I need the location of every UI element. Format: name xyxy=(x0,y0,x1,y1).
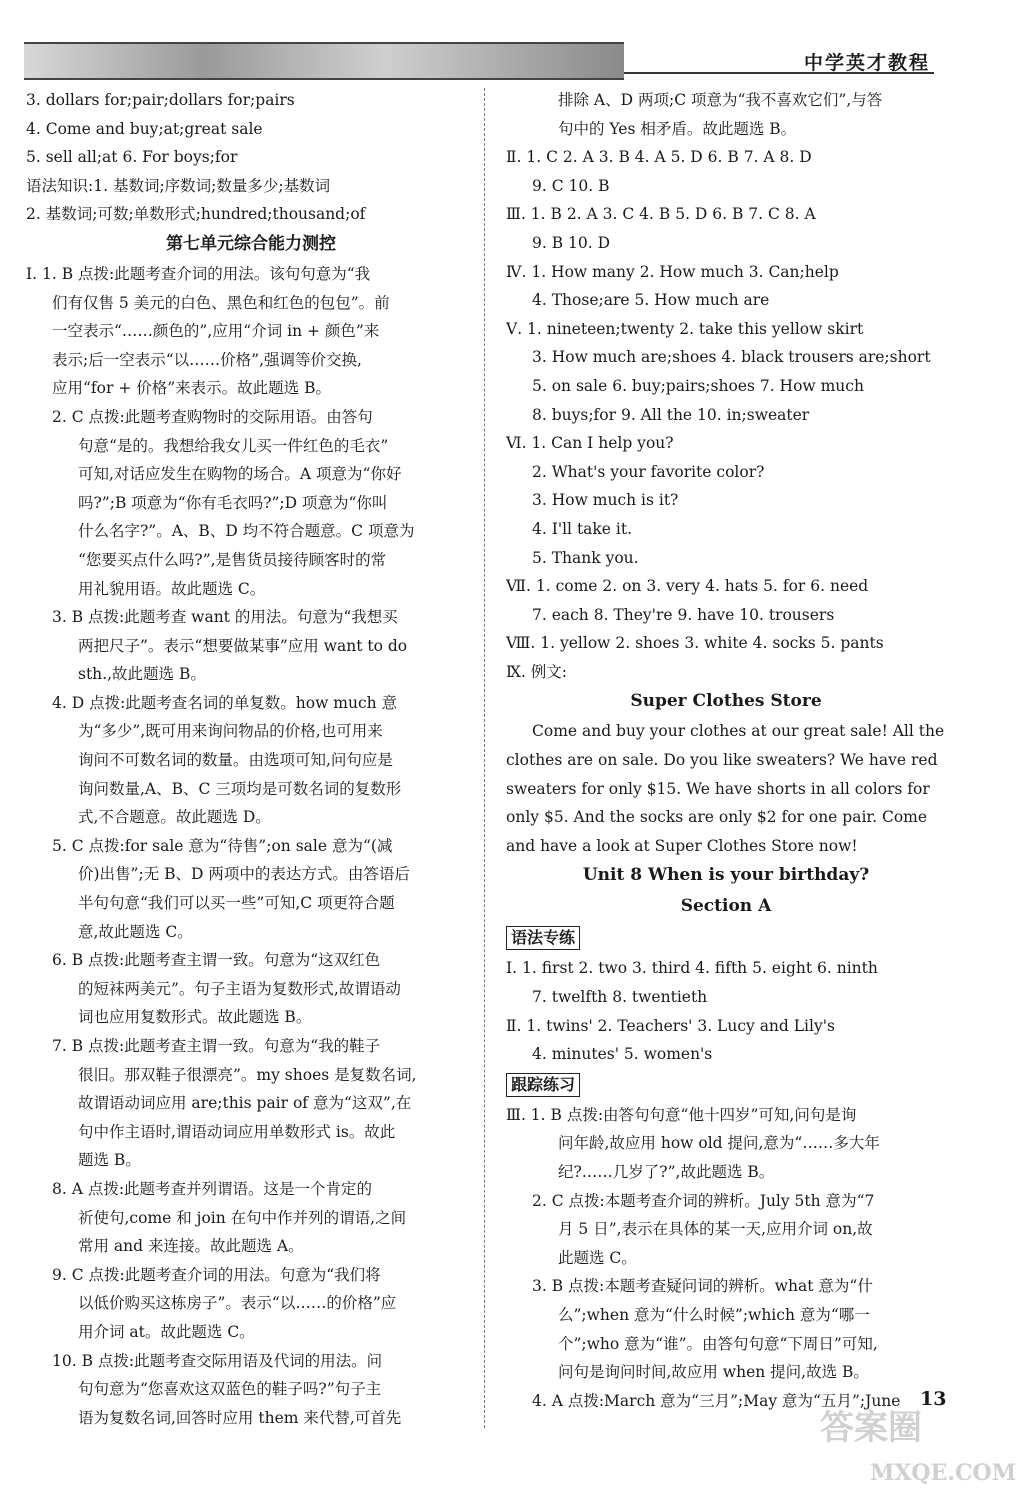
left-column xyxy=(26,86,476,1432)
text-line: 半句句意“我们可以买一些”可知,C 项更符合题 xyxy=(78,894,395,913)
text-line: 以低价购买这栋房子”。表示“以……的价格”应 xyxy=(78,1294,397,1313)
text-line: 3. B 点拨:本题考查疑问词的辨析。what 意为“什 xyxy=(532,1277,873,1296)
text-line: 语法知识:1. 基数词;序数词;数量多少;基数词 xyxy=(26,176,331,195)
text-line: 6. B 点拨:此题考查主谓一致。句意为“这双红色 xyxy=(52,951,381,970)
text-line: 句中作主语时,谓语动词应用单数形式 is。故此 xyxy=(78,1122,396,1141)
text-line: 3. dollars for;pair;dollars for;pairs xyxy=(26,91,295,109)
text-line: 表示;后一空表示“以……价格”,强调等价交换, xyxy=(52,350,362,369)
text-line: 4. I'll take it. xyxy=(532,519,633,538)
text-line: 一空表示“……颜色的”,应用“介词 in + 颜色”来 xyxy=(52,322,380,341)
text-line: Ⅶ. 1. come 2. on 3. very 4. hats 5. for 6. need xyxy=(506,577,869,596)
text-line: clothes are on sale. Do you like sweaters? We have red xyxy=(506,751,938,770)
text-line: Ⅷ. 1. yellow 2. shoes 3. white 4. socks 5. pants xyxy=(506,634,884,653)
text-line: 句句意为“您喜欢这双蓝色的鞋子吗?”句子主 xyxy=(78,1380,382,1399)
text-line: Ⅴ. 1. nineteen;twenty 2. take this yellow skirt xyxy=(506,319,864,338)
text-line: 排除 A、D 两项;C 项意为“我不喜欢它们”,与答 xyxy=(558,91,883,109)
text-line: 常用 and 来连接。故此题选 A。 xyxy=(78,1237,304,1256)
text-line: 9. C 点拨:此题考查介词的用法。句意为“我们将 xyxy=(52,1265,381,1284)
text-line: 4. A 点拨:March 意为“三月”;May 意为“五月”;June xyxy=(532,1391,901,1410)
text-line: 个”;who 意为“谁”。由答句句意“下周日”可知, xyxy=(558,1334,878,1353)
text-line: 们有仅售 5 美元的白色、黑色和红色的包包”。前 xyxy=(52,293,390,312)
text-line: 2. What's your favorite color? xyxy=(532,462,765,481)
section-heading: Super Clothes Store xyxy=(630,691,822,712)
section-label: 语法专练 xyxy=(506,926,580,950)
text-line: Ⅰ. 1. B 点拨:此题考查介词的用法。该句句意为“我 xyxy=(26,264,371,283)
text-line: Ⅵ. 1. Can I help you? xyxy=(506,434,674,453)
text-line: 吗?”;B 项意为“你有毛衣吗?”;D 项意为“你叫 xyxy=(78,493,388,512)
section-label: 跟踪练习 xyxy=(506,1073,580,1097)
header-brand: 中学英才教程 xyxy=(803,52,930,74)
text-line: Ⅱ. 1. C 2. A 3. B 4. A 5. D 6. B 7. A 8. D xyxy=(506,148,812,167)
text-line: 可知,对话应发生在购物的场合。A 项意为“你好 xyxy=(78,465,402,484)
text-line: 10. B 点拨:此题考查交际用语及代词的用法。问 xyxy=(52,1351,383,1370)
text-line: 用介词 at。故此题选 C。 xyxy=(78,1322,255,1341)
section-label-row xyxy=(506,922,946,954)
watermark-url: MXQE.COM xyxy=(870,1460,1016,1486)
text-line: 5. C 点拨:for sale 意为“待售”;on sale 意为“(减 xyxy=(52,836,393,855)
text-line: Come and buy your clothes at our great sale! All the xyxy=(532,722,945,741)
text-line: 2. C 点拨:此题考查购物时的交际用语。由答句 xyxy=(52,407,373,426)
text-line: sth.,故此题选 B。 xyxy=(78,665,206,684)
text-line: 2. 基数词;可数;单数形式;hundred;thousand;of xyxy=(26,205,366,224)
text-line: 的短袜两美元”。句子主语为复数形式,故谓语动 xyxy=(78,979,401,998)
text-line: sweaters for only $15. We have shorts in all colors for xyxy=(506,779,930,798)
text-line: 5. sell all;at 6. For boys;for xyxy=(26,148,238,167)
text-line: 9. C 10. B xyxy=(532,176,610,195)
text-line: Ⅲ. 1. B 点拨:由答句句意“他十四岁”可知,问句是询 xyxy=(506,1105,857,1124)
text-line: Ⅲ. 1. B 2. A 3. C 4. B 5. D 6. B 7. C 8. A xyxy=(506,205,816,224)
column-divider xyxy=(484,88,485,1428)
watermark-logo: 答案圈 xyxy=(820,1408,922,1448)
text-line: 为“多少”,既可用来询问物品的价格,也可用来 xyxy=(78,722,383,741)
text-line: 问句是询问时间,故应用 when 提问,故选 B。 xyxy=(558,1363,869,1382)
text-line: “您要买点什么吗?”,是售货员接待顾客时的常 xyxy=(78,550,387,569)
text-line: 2. C 点拨:本题考查介词的辨析。July 5th 意为“7 xyxy=(532,1191,875,1210)
text-line: 3. B 点拨:此题考查 want 的用法。句意为“我想买 xyxy=(52,608,398,627)
text-line: 句意“是的。我想给我女儿买一件红色的毛衣” xyxy=(78,436,389,455)
text-line: 价)出售”;无 B、D 两项中的表达方式。由答语后 xyxy=(78,865,410,884)
text-line: 询问不可数名词的数量。由选项可知,问句应是 xyxy=(78,751,393,770)
text-line: 月 5 日”,表示在具体的某一天,应用介词 on,故 xyxy=(558,1220,873,1239)
header-banner-image xyxy=(24,42,624,80)
section-label-row xyxy=(506,1069,946,1101)
text-line: Ⅰ. 1. first 2. two 3. third 4. fifth 5. eight 6. ninth xyxy=(506,959,878,978)
text-line: Ⅳ. 1. How many 2. How much 3. Can;help xyxy=(506,262,839,281)
text-line: 祈使句,come 和 join 在句中作并列的谓语,之间 xyxy=(78,1208,407,1227)
text-line: 询问数量,A、B、C 三项均是可数名词的复数形 xyxy=(78,779,402,798)
text-line: 式,不合题意。故此题选 D。 xyxy=(78,808,271,827)
right-column xyxy=(506,86,946,1415)
text-line: 应用“for + 价格”来表示。故此题选 B。 xyxy=(52,379,331,398)
section-heading: Unit 8 When is your birthday? xyxy=(582,865,870,886)
text-line: only $5. And the socks are only $2 for one pair. Come xyxy=(506,808,928,827)
text-line: 9. B 10. D xyxy=(532,233,611,252)
text-line: 句中的 Yes 相矛盾。故此题选 B。 xyxy=(558,119,797,138)
text-line: 什么名字?”。A、B、D 均不符合题意。C 项意为 xyxy=(78,522,415,541)
text-line: 5. on sale 6. buy;pairs;shoes 7. How much xyxy=(532,376,864,395)
text-line: 问年龄,故应用 how old 提问,意为“……多大年 xyxy=(558,1134,880,1153)
text-line: 题选 B。 xyxy=(78,1151,141,1170)
text-line: 3. How much are;shoes 4. black trousers are;short xyxy=(532,348,931,367)
text-line: 故谓语动词应用 are;this pair of 意为“这双”,在 xyxy=(78,1094,412,1113)
text-line: 很旧。那双鞋子很漂亮”。my shoes 是复数名词, xyxy=(78,1065,417,1084)
text-line: 语为复数名词,回答时应用 them 来代替,可首先 xyxy=(78,1408,402,1427)
section-heading: Section A xyxy=(680,896,772,917)
text-line: 7. B 点拨:此题考查主谓一致。句意为“我的鞋子 xyxy=(52,1037,381,1055)
text-line: and have a look at Super Clothes Store now! xyxy=(506,836,858,855)
text-line: 4. D 点拨:此题考查名词的单复数。how much 意 xyxy=(52,693,398,712)
text-line: 8. buys;for 9. All the 10. in;sweater xyxy=(532,405,810,424)
text-line: Ⅱ. 1. twins' 2. Teachers' 3. Lucy and Lily's xyxy=(506,1016,835,1035)
text-line: 意,故此题选 C。 xyxy=(78,922,193,941)
text-line: 纪?……几岁了?”,故此题选 B。 xyxy=(558,1163,775,1181)
text-line: 7. twelfth 8. twentieth xyxy=(532,988,708,1007)
text-line: 4. Come and buy;at;great sale xyxy=(26,119,263,138)
text-line: Ⅸ. 例文: xyxy=(506,662,568,681)
page-number: 13 xyxy=(920,1388,947,1410)
page-header xyxy=(24,38,980,80)
text-line: 此题选 C。 xyxy=(558,1248,637,1267)
text-line: 两把尺子”。表示“想要做某事”应用 want to do xyxy=(78,636,408,655)
text-line: 8. A 点拨:此题考查并列谓语。这是一个肯定的 xyxy=(52,1179,373,1198)
text-line: 3. How much is it? xyxy=(532,491,679,510)
text-line: 么”;when 意为“什么时候”;which 意为“哪一 xyxy=(558,1305,870,1324)
text-line: 4. Those;are 5. How much are xyxy=(532,291,770,310)
text-line: 词也应用复数形式。故此题选 B。 xyxy=(78,1008,312,1027)
text-line: 5. Thank you. xyxy=(532,548,639,567)
text-line: 7. each 8. They're 9. have 10. trousers xyxy=(532,605,835,624)
section-heading: 第七单元综合能力测控 xyxy=(166,233,336,254)
text-line: 用礼貌用语。故此题选 C。 xyxy=(78,579,266,598)
text-line: 4. minutes' 5. women's xyxy=(532,1045,713,1064)
